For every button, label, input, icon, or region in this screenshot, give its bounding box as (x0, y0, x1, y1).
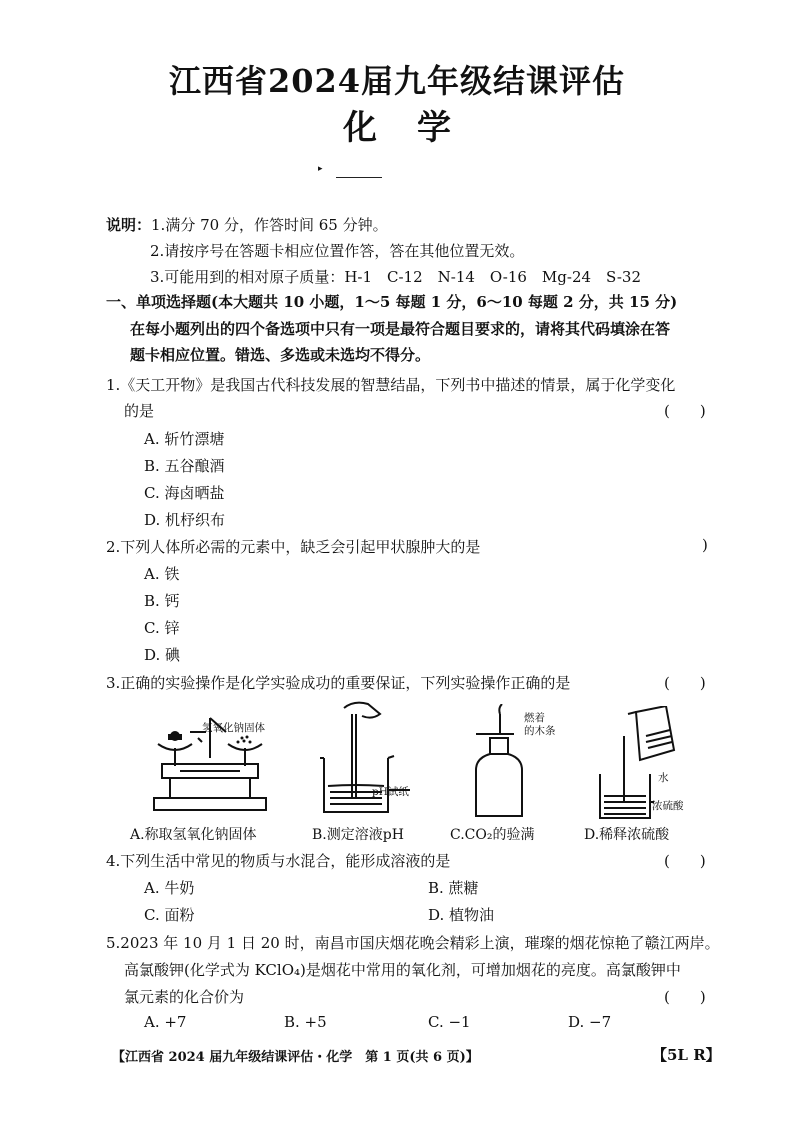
question-5-stem-cont: 高氯酸钾(化学式为 KClO₄)是烟花中常用的氧化剂，可增加烟花的亮度。高氯酸钾中 (124, 961, 681, 979)
section-note: 在每小题列出的四个备选项中只有一项是最符合题目要求的，请将其代码填涂在答 (130, 320, 671, 338)
label-water: 水 (658, 772, 669, 784)
option: A. +7 (144, 1013, 187, 1031)
option: C. −1 (428, 1013, 471, 1031)
question-2-stem: 2.下列人体所必需的元素中，缺乏会引起甲状腺肿大的是 (106, 538, 481, 556)
option: D. 碘 (144, 646, 181, 664)
name-blank-line (336, 176, 382, 178)
dilution-figure (596, 706, 706, 822)
footer-code: 【5L R】 (652, 1046, 721, 1064)
question-5-stem: 5.2023 年 10 月 1 日 20 时，南昌市国庆烟花晚会精彩上演，璀璨的烟花惊艳了赣江两岸。 (106, 934, 720, 952)
answer-paren: ( ) (664, 988, 706, 1006)
option: B. +5 (284, 1013, 327, 1031)
figure-caption-a: A.称取氢氧化钠固体 (130, 827, 257, 843)
label-ph-paper: pH试纸 (372, 786, 409, 798)
instructions-label: 说明： (106, 216, 152, 234)
option: D. 机杼织布 (144, 511, 226, 529)
answer-paren: ( ) (664, 674, 706, 692)
instructions (106, 214, 388, 235)
question-5-stem-cont: 氯元素的化合价为 (124, 988, 245, 1006)
label-burning-line1: 燃着 (524, 712, 545, 724)
question-4-stem: 4.下列生活中常见的物质与水混合，能形成溶液的是 (106, 852, 451, 870)
option: C. 锌 (144, 619, 180, 637)
instruction-item: 3.可能用到的相对原子质量：H-1 C-12 N-14 O-16 Mg-24 S-32 (150, 268, 642, 286)
instruction-item: 1.满分 70 分，作答时间 65 分钟。 (151, 216, 388, 234)
option: B. 五谷酿酒 (144, 457, 225, 475)
answer-paren: ( ) (664, 852, 706, 870)
question-3-stem: 3.正确的实验操作是化学实验成功的重要保证，下列实验操作正确的是 (106, 674, 571, 692)
label-burning-stick (524, 712, 556, 738)
subject-title: 化学 (343, 108, 491, 148)
option: A. 斩竹漂塘 (144, 430, 225, 448)
answer-paren: ( ) (664, 402, 706, 420)
label-naoh: 氢氧化钠固体 (202, 722, 265, 734)
answer-paren: ) (702, 536, 708, 554)
option: A. 牛奶 (144, 879, 195, 897)
option: B. 钙 (144, 592, 180, 610)
instruction-item: 2.请按序号在答题卡相应位置作答，答在其他位置无效。 (150, 242, 525, 260)
section-note: 题卡相应位置。错选、多选或未选均不得分。 (130, 346, 431, 364)
question-1-stem: 1.《天工开物》是我国古代科技发展的智慧结晶，下列书中描述的情景，属于化学变化 (106, 376, 676, 394)
footer-info: 【江西省 2024 届九年级结课评估・化学 第 1 页(共 6 页)】 (112, 1050, 479, 1065)
option: D. 植物油 (428, 906, 495, 924)
label-acid: 浓硫酸 (652, 800, 684, 812)
label-burning-line2: 的木条 (524, 725, 556, 737)
figure-caption-c: C.CO₂的验满 (450, 827, 535, 843)
option: C. 海卤晒盐 (144, 484, 225, 502)
question-1-stem-cont: 的是 (124, 402, 155, 420)
figure-caption-d: D.稀释浓硫酸 (584, 827, 670, 843)
page-title: 江西省2024届九年级结课评估 (168, 62, 626, 100)
option: C. 面粉 (144, 906, 195, 924)
figure-caption-b: B.测定溶液pH (312, 827, 404, 843)
ph-test-figure (310, 700, 430, 820)
option: D. −7 (568, 1013, 612, 1031)
scan-mark: ▸ (318, 164, 323, 174)
section-heading: 一、单项选择题(本大题共 10 小题，1～5 每题 1 分，6～10 每题 2 分，共 15 分) (106, 293, 678, 311)
option: B. 蔗糖 (428, 879, 479, 897)
gas-bottle-figure (470, 704, 530, 822)
option: A. 铁 (144, 565, 180, 583)
